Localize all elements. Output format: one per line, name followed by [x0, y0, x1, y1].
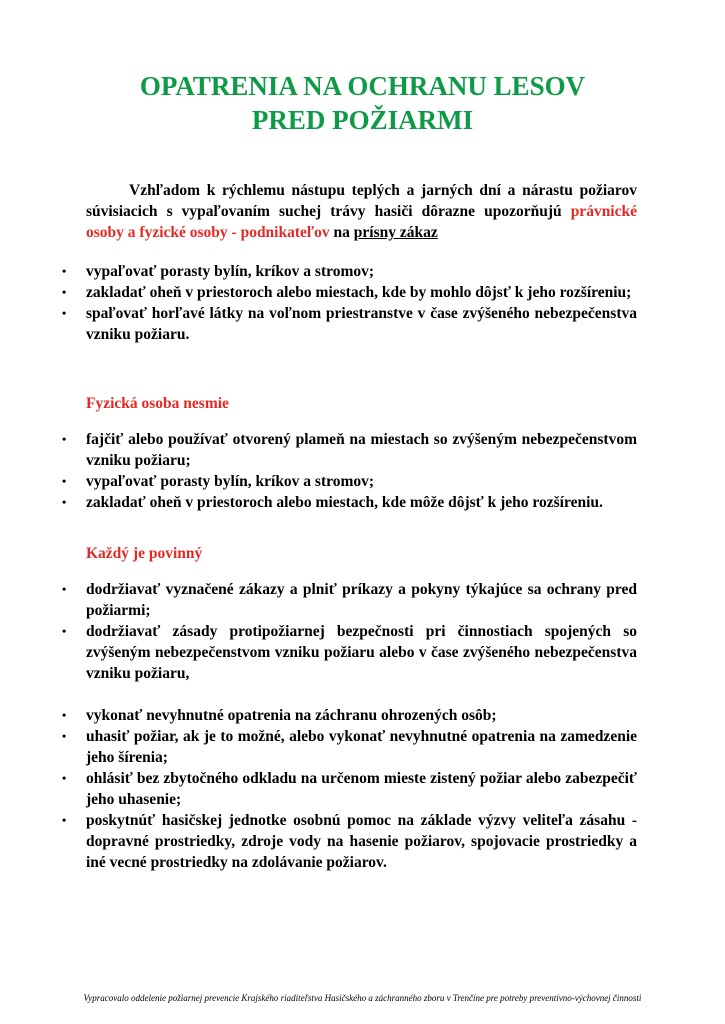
list-item	[56, 303, 637, 345]
list-item-text: ohlásiť bez zbytočného odkladu na určenom mieste zistený požiar alebo zabezpečiť jeho uhasenie;	[86, 770, 637, 808]
list-item-text: vypaľovať porasty bylín, kríkov a stromov;	[86, 263, 375, 280]
list-item-text: poskytnúť hasičskej jednotke osobnú pomoc na základe výzvy veliteľa zásahu - dopravné prostriedky, zdroje vody na hasenie požiarov, spojovacie prostriedky a iné vecné prostriedky na zdolávanie požiarov.	[86, 812, 637, 871]
list-item	[56, 705, 637, 726]
bullet-icon: •	[62, 771, 67, 785]
list-item	[56, 621, 637, 684]
intro-text-middle: na	[329, 224, 354, 241]
bullet-icon: •	[62, 582, 67, 596]
bullet-icon: •	[62, 729, 67, 743]
list-item-text: vypaľovať porasty bylín, kríkov a stromov;	[86, 473, 375, 490]
list-item	[56, 492, 637, 513]
list-item	[56, 579, 637, 621]
list-item-text: dodržiavať zásady protipožiarnej bezpečnosti pri činnostiach spojených so zvýšeným nebezpečenstvom vzniku požiaru alebo v čase zvýšeného nebezpečenstva vzniku požiaru,	[86, 623, 637, 682]
intro-underlined: prísny zákaz	[353, 224, 438, 241]
list-item-text: spaľovať horľavé látky na voľnom priestranstve v čase zvýšeného nebezpečenstva vzniku požiaru.	[86, 305, 637, 343]
footer-note: Vypracovalo oddelenie požiarnej prevencie Krajského riaditeľstva Hasičského a záchranného zboru v Trenčíne pre potreby preventívno-výchovnej činnosti	[83, 993, 642, 1003]
bullet-icon: •	[62, 474, 67, 488]
list-item-text: vykonať nevyhnutné opatrenia na záchranu ohrozených osôb;	[86, 707, 497, 724]
page-title-line-2: PRED POŽIARMI	[251, 105, 474, 135]
page-title-line-1: OPATRENIA NA OCHRANU LESOV	[139, 71, 586, 101]
list-item-text: fajčiť alebo používať otvorený plameň na miestach so zvýšeným nebezpečenstvom vzniku požiaru;	[86, 431, 637, 469]
bullet-icon: •	[62, 708, 67, 722]
intro-highlight: právnické osoby a fyzické osoby - podnikateľov	[86, 203, 637, 241]
obligation-list	[56, 579, 637, 873]
bullet-icon: •	[62, 285, 67, 299]
subhead-natural-person: Fyzická osoba nesmie	[86, 395, 229, 412]
bullet-icon: •	[62, 264, 67, 278]
list-item	[56, 768, 637, 810]
bullet-icon: •	[62, 432, 67, 446]
bullet-icon: •	[62, 813, 67, 827]
prohibition-list-persons	[56, 429, 637, 513]
prohibition-list-companies	[56, 261, 637, 345]
list-item	[56, 471, 637, 492]
list-item	[56, 282, 637, 303]
list-item	[56, 810, 637, 873]
intro-paragraph	[86, 180, 637, 243]
subhead-everyone: Každý je povinný	[86, 545, 203, 562]
list-item	[56, 261, 637, 282]
bullet-icon: •	[62, 624, 67, 638]
list-item-text: zakladať oheň v priestoroch alebo miestach, kde by mohlo dôjsť k jeho rozšíreniu;	[86, 284, 632, 301]
list-item	[56, 429, 637, 471]
list-item-text: zakladať oheň v priestoroch alebo miestach, kde môže dôjsť k jeho rozšíreniu.	[86, 494, 603, 511]
intro-text-start: Vzhľadom k rýchlemu nástupu teplých a jarných dní a nárastu požiarov súvisiacich s vypaľovaním suchej trávy hasiči dôrazne upozorňujú	[86, 182, 637, 220]
bullet-icon: •	[62, 495, 67, 509]
list-item	[56, 726, 637, 768]
list-item-text: dodržiavať vyznačené zákazy a plniť príkazy a pokyny týkajúce sa ochrany pred požiarmi;	[86, 581, 637, 619]
bullet-icon: •	[62, 306, 67, 320]
list-item-text: uhasiť požiar, ak je to možné, alebo vykonať nevyhnutné opatrenia na zamedzenie jeho šírenia;	[86, 728, 637, 766]
